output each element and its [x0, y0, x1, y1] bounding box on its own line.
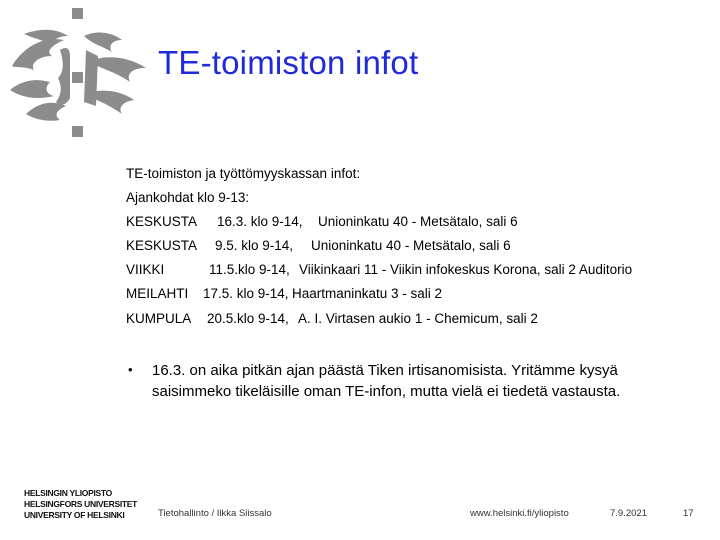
schedule-place: KUMPULA: [126, 311, 192, 326]
schedule-date: 11.5.klo 9-14,: [209, 262, 290, 277]
schedule-location: Unioninkatu 40 - Metsätalo, sali 6: [311, 238, 511, 253]
footer-date: 7.9.2021: [610, 508, 647, 519]
intro-line: TE-toimiston ja työttömyyskassan infot:: [126, 166, 361, 181]
schedule-date: 16.3. klo 9-14,: [217, 214, 303, 229]
slide-title: TE-toimiston infot: [158, 44, 419, 81]
schedule-place: KESKUSTA: [126, 238, 198, 253]
schedule-date: 20.5.klo 9-14,: [207, 311, 289, 326]
schedule-place: MEILAHTI: [126, 286, 189, 301]
page-number: 17: [683, 508, 694, 519]
schedule-location: Haartmaninkatu 3 - sali 2: [292, 286, 443, 301]
bullet-icon: •: [128, 362, 133, 377]
schedule-location: Viikinkaari 11 - Viikin infokeskus Korona, sali 2 Auditorio: [299, 262, 633, 277]
schedule-date: 9.5. klo 9-14,: [215, 238, 294, 253]
university-name-en: UNIVERSITY OF HELSINKI: [24, 510, 125, 520]
university-name: [24, 488, 137, 521]
university-name-sv: HELSINGFORS UNIVERSITET: [24, 499, 138, 509]
schedule-location: A. I. Virtasen aukio 1 - Chemicum, sali 2: [298, 311, 538, 326]
schedule-place: KESKUSTA: [126, 214, 198, 229]
schedule-location: Unioninkatu 40 - Metsätalo, sali 6: [318, 214, 518, 229]
schedule-place: VIIKKI: [126, 262, 165, 277]
university-name-fi: HELSINGIN YLIOPISTO: [24, 488, 112, 498]
university-flame-logo: [4, 6, 154, 141]
schedule-date: 17.5. klo 9-14,: [203, 286, 289, 301]
bullet-text: 16.3. on aika pitkän ajan päästä Tiken irtisanomisista. Yritämme kysyä saisimmeko tikeläisille oman TE-infon, mutta vielä ei tiedetä vastausta.: [152, 362, 621, 400]
footer-author: Tietohallinto / Ilkka Siissalo: [158, 508, 272, 519]
times-line: Ajankohdat klo 9-13:: [126, 190, 250, 205]
footer-url: www.helsinki.fi/yliopisto: [470, 508, 569, 519]
